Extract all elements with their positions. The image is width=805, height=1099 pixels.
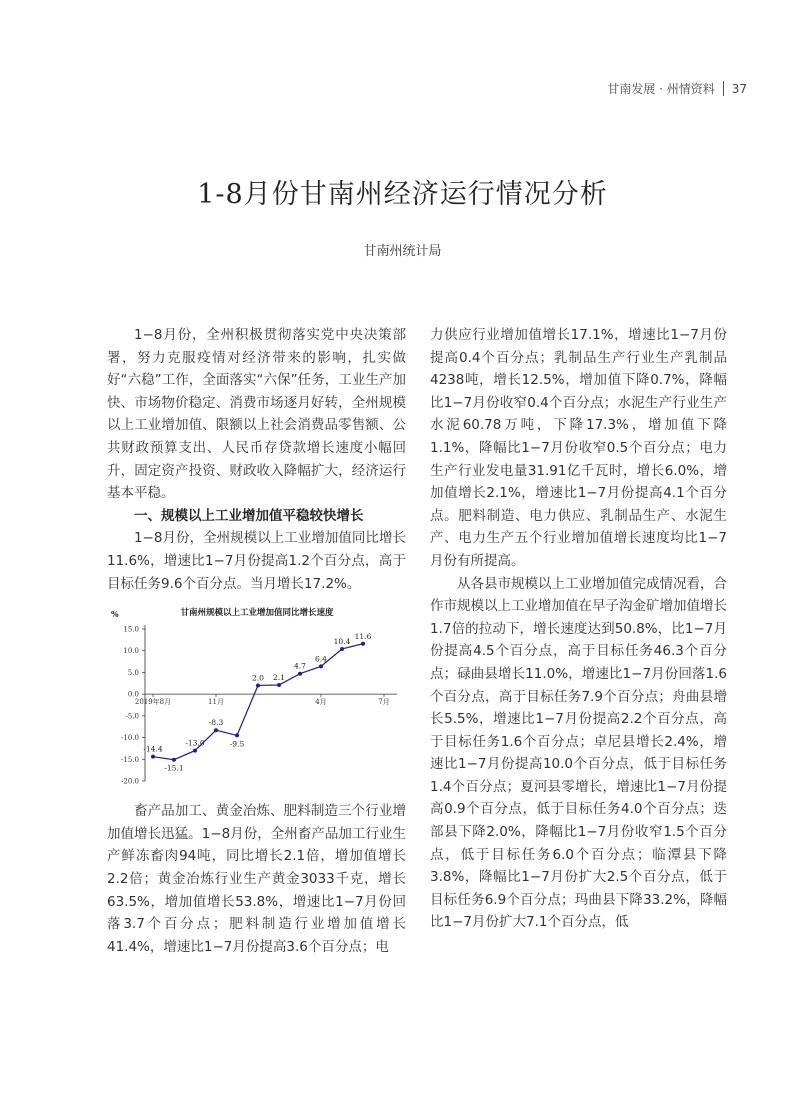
data-point bbox=[214, 728, 218, 732]
industry-summary-paragraph: 1−8月份，全州规模以上工业增加值同比增长11.6%，增速比1−7月份提高1.2个百分点，高于目标任务9.6个百分点。当月增长17.2%。 bbox=[107, 530, 406, 592]
data-label: 6.4 bbox=[315, 654, 327, 664]
data-point bbox=[235, 734, 239, 738]
data-point bbox=[256, 684, 260, 688]
x-tick-label: 11月 bbox=[208, 698, 224, 707]
data-label: -13.0 bbox=[185, 738, 205, 748]
section-heading: 一、规模以上工业增加值平稳较快增长 bbox=[134, 507, 364, 524]
y-tick-label: 15.0 bbox=[123, 625, 139, 634]
header-section: 甘南发展 · 州情资料 bbox=[607, 82, 715, 96]
data-label: -9.5 bbox=[229, 739, 245, 749]
running-header bbox=[607, 80, 747, 97]
x-tick-label: 4月 bbox=[315, 698, 327, 707]
data-label: 10.4 bbox=[333, 637, 351, 647]
y-tick-label: 10.0 bbox=[123, 647, 139, 656]
data-label: -14.4 bbox=[143, 744, 163, 754]
y-tick-label: 5.0 bbox=[127, 669, 139, 678]
industry-continued-paragraph: 力供应行业增加值增长17.1%，增速比1−7月份提高0.4个百分点；乳制品生产行业生产乳制品4238吨，增长12.5%，增加值下降0.7%，降幅比1−7月份收窄0.4个百分点；水泥生产行业生产水泥60.78万吨，下降17.3%，增加值下降1.1%，降幅比1−7月份收窄0.5个百分点；电力生产行业发电量31.91亿千瓦时，增长6.0%，增加值增长2.1%，增速比1−7月份提高4.1个百分点。肥料制造、电力供应、乳制品生产、水泥生产、电力生产五个行业增加值增长速度均比1−7月份有所提高。 bbox=[430, 327, 727, 569]
y-tick-label: -10.0 bbox=[121, 734, 139, 743]
data-point bbox=[277, 683, 281, 687]
data-label: 2.0 bbox=[252, 673, 264, 683]
data-point bbox=[151, 755, 155, 759]
y-tick-label: -5.0 bbox=[125, 712, 139, 721]
data-label: 11.6 bbox=[354, 631, 372, 641]
data-point bbox=[172, 758, 176, 762]
data-point bbox=[298, 672, 302, 676]
intro-paragraph: 1−8月份，全州积极贯彻落实党中央决策部署，努力克服疫情对经济带来的影响，扎实做好“六稳”工作，全面落实“六保”任务，工业生产加快、市场物价稳定、消费市场逐月好转，全州规模以上工业增加值、限额以上社会消费品零售额、公共财政预算支出、人民币存贷款增长速度小幅回升，固定资产投资、财政收入降幅扩大，经济运行基本平稳。 bbox=[107, 327, 406, 502]
data-point bbox=[319, 664, 323, 668]
growth-line-chart bbox=[107, 605, 406, 790]
industry-detail-paragraph: 畜产品加工、黄金冶炼、肥料制造三个行业增加值增长迅猛。1−8月份，全州畜产品加工行业生产鲜冻畜肉94吨，同比增长2.1倍，增加值增长2.2倍；黄金冶炼行业生产黄金3033千克，增长63.5%，增加值增长53.8%，增速比1−7月份回落3.7个百分点；肥料制造行业增加值增长41.4%，增速比1−7月份提高3.6个百分点；电 bbox=[107, 803, 406, 955]
x-tick-label: 2019年8月 bbox=[134, 698, 172, 707]
data-label: 2.1 bbox=[273, 673, 285, 683]
article-author: 甘南州统计局 bbox=[363, 244, 442, 259]
data-label: 4.7 bbox=[294, 661, 306, 671]
chart-title: 甘南州规模以上工业增加值同比增长速度 bbox=[180, 608, 334, 619]
left-column bbox=[107, 324, 406, 958]
chart-y-label: % bbox=[111, 609, 119, 620]
x-tick-label: 7月 bbox=[378, 698, 390, 707]
y-tick-label: 0.0 bbox=[127, 690, 139, 699]
data-point bbox=[340, 647, 344, 651]
page-number: 37 bbox=[731, 81, 747, 96]
data-point bbox=[361, 642, 365, 646]
right-column bbox=[430, 324, 727, 934]
data-label: -15.1 bbox=[164, 763, 184, 773]
y-tick-label: -15.0 bbox=[121, 755, 139, 764]
data-point bbox=[193, 749, 197, 753]
header-divider bbox=[723, 81, 724, 96]
county-paragraph: 从各县市规模以上工业增加值完成情况看，合作市规模以上工业增加值在早子沟金矿增加值增长1.7倍的拉动下，增长速度达到50.8%，比1−7月份提高4.5个百分点，高于目标任务46.3个百分点；碌曲县增长11.0%，增速比1−7月份回落1.6个百分点，高于目标任务7.9个百分点；舟曲县增长5.5%，增速比1−7月份提高2.2个百分点，高于目标任务1.6个百分点；卓尼县增长2.4%，增速比1−7月份提高10.0个百分点，低于目标任务1.4个百分点；夏河县零增长，增速比1−7月份提高0.9个百分点，低于目标任务4.0个百分点；迭部县下降2.0%，降幅比1−7月份收窄1.5个百分点，低于目标任务6.0个百分点；临潭县下降3.8%，降幅比1−7月份扩大2.5个百分点，低于目标任务6.9个百分点；玛曲县下降33.2%，降幅比1−7月份扩大7.1个百分点，低 bbox=[430, 575, 727, 931]
article-title: 1-8月份甘南州经济运行情况分析 bbox=[197, 179, 608, 210]
y-tick-label: -20.0 bbox=[121, 777, 139, 786]
data-label: -8.3 bbox=[208, 718, 224, 728]
